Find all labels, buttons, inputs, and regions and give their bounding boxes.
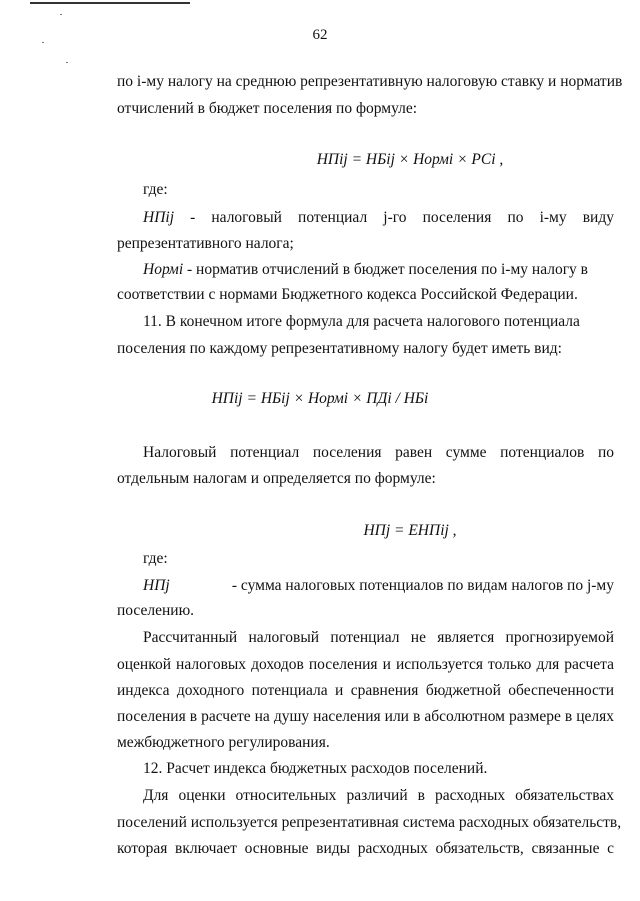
word: сумме <box>445 444 487 461</box>
text-line: поселению. <box>117 602 195 619</box>
text-line: индекса доходного потенциала и сравнения бюджетной обеспеченности <box>117 682 614 699</box>
text-line: соответствии с нормами Бюджетного кодекса Российской Федерации. <box>117 286 578 303</box>
where-label: где: <box>143 550 168 567</box>
text-line <box>117 443 614 463</box>
formula-tax-potential-final: НПіј = НБіј × Нормі × ПДі / НБі <box>211 390 429 407</box>
word: равен <box>395 444 433 461</box>
word: Налоговый <box>143 444 217 461</box>
word: поселения <box>422 209 492 226</box>
word: j-го <box>383 209 407 226</box>
text-line: репрезентативного налога; <box>117 235 294 252</box>
definition-term: Нормі <box>143 261 184 278</box>
scan-artifact-line <box>30 2 190 4</box>
word: налоговый <box>211 209 282 226</box>
text-line: 11. В конечном итоге формула для расчета налогового потенциала <box>143 313 580 330</box>
text-line: поселения в расчете на душу населения или в абсолютном размере в целях <box>117 708 614 725</box>
text-line: по і-му налогу на среднюю репрезентативную налоговую ставку и норматив <box>117 73 623 90</box>
definition-text: - норматив отчислений в бюджет поселения по і-му налогу в <box>183 261 589 278</box>
definition-term: НПіј <box>143 209 174 226</box>
word: по <box>507 209 524 226</box>
word: потенциалов <box>500 444 585 461</box>
page-number: 62 <box>312 27 328 43</box>
text-line: отдельным налогам и определяется по формуле: <box>117 470 436 487</box>
text-line: Для оценки относительных различий в расходных обязательствах <box>143 787 614 804</box>
word: потенциал <box>230 444 300 461</box>
section-heading: 12. Расчет индекса бюджетных расходов поселений. <box>143 760 488 777</box>
definition-line <box>143 260 588 280</box>
scan-artifact-dot <box>60 14 62 15</box>
word: і-му <box>539 209 567 226</box>
formula-tax-potential-basic: НПіј = НБіј × Нормі × РСі , <box>316 151 504 168</box>
word: виду <box>582 209 614 226</box>
text-line: оценкой налоговых доходов поселения и используется только для расчета <box>117 656 614 673</box>
text-line: поселения по каждому репрезентативному налогу будет иметь вид: <box>117 340 562 357</box>
word: потенциал <box>298 209 368 226</box>
text-line: которая включает основные виды расходных обязательств, связанные с <box>117 840 614 857</box>
word: поселения <box>312 444 382 461</box>
text-line: межбюджетного регулирования. <box>117 734 330 751</box>
formula-settlement-potential: НПј = ЕНПіј , <box>363 522 457 539</box>
definition-text: - сумма налоговых потенциалов по видам налогов по j-му <box>231 577 614 594</box>
definition-line <box>117 208 614 228</box>
definition-line <box>143 576 614 596</box>
text-line: Рассчитанный налоговый потенциал не является прогнозируемой <box>143 629 614 646</box>
word: по <box>597 444 614 461</box>
where-label: где: <box>143 181 168 198</box>
scan-artifact-dot <box>66 62 68 63</box>
definition-term: НПј <box>143 577 170 594</box>
text-line: поселений используется репрезентативная система расходных обязательств, <box>117 814 622 831</box>
text-line: отчислений в бюджет поселения по формуле: <box>117 100 418 117</box>
word: - <box>190 209 196 226</box>
